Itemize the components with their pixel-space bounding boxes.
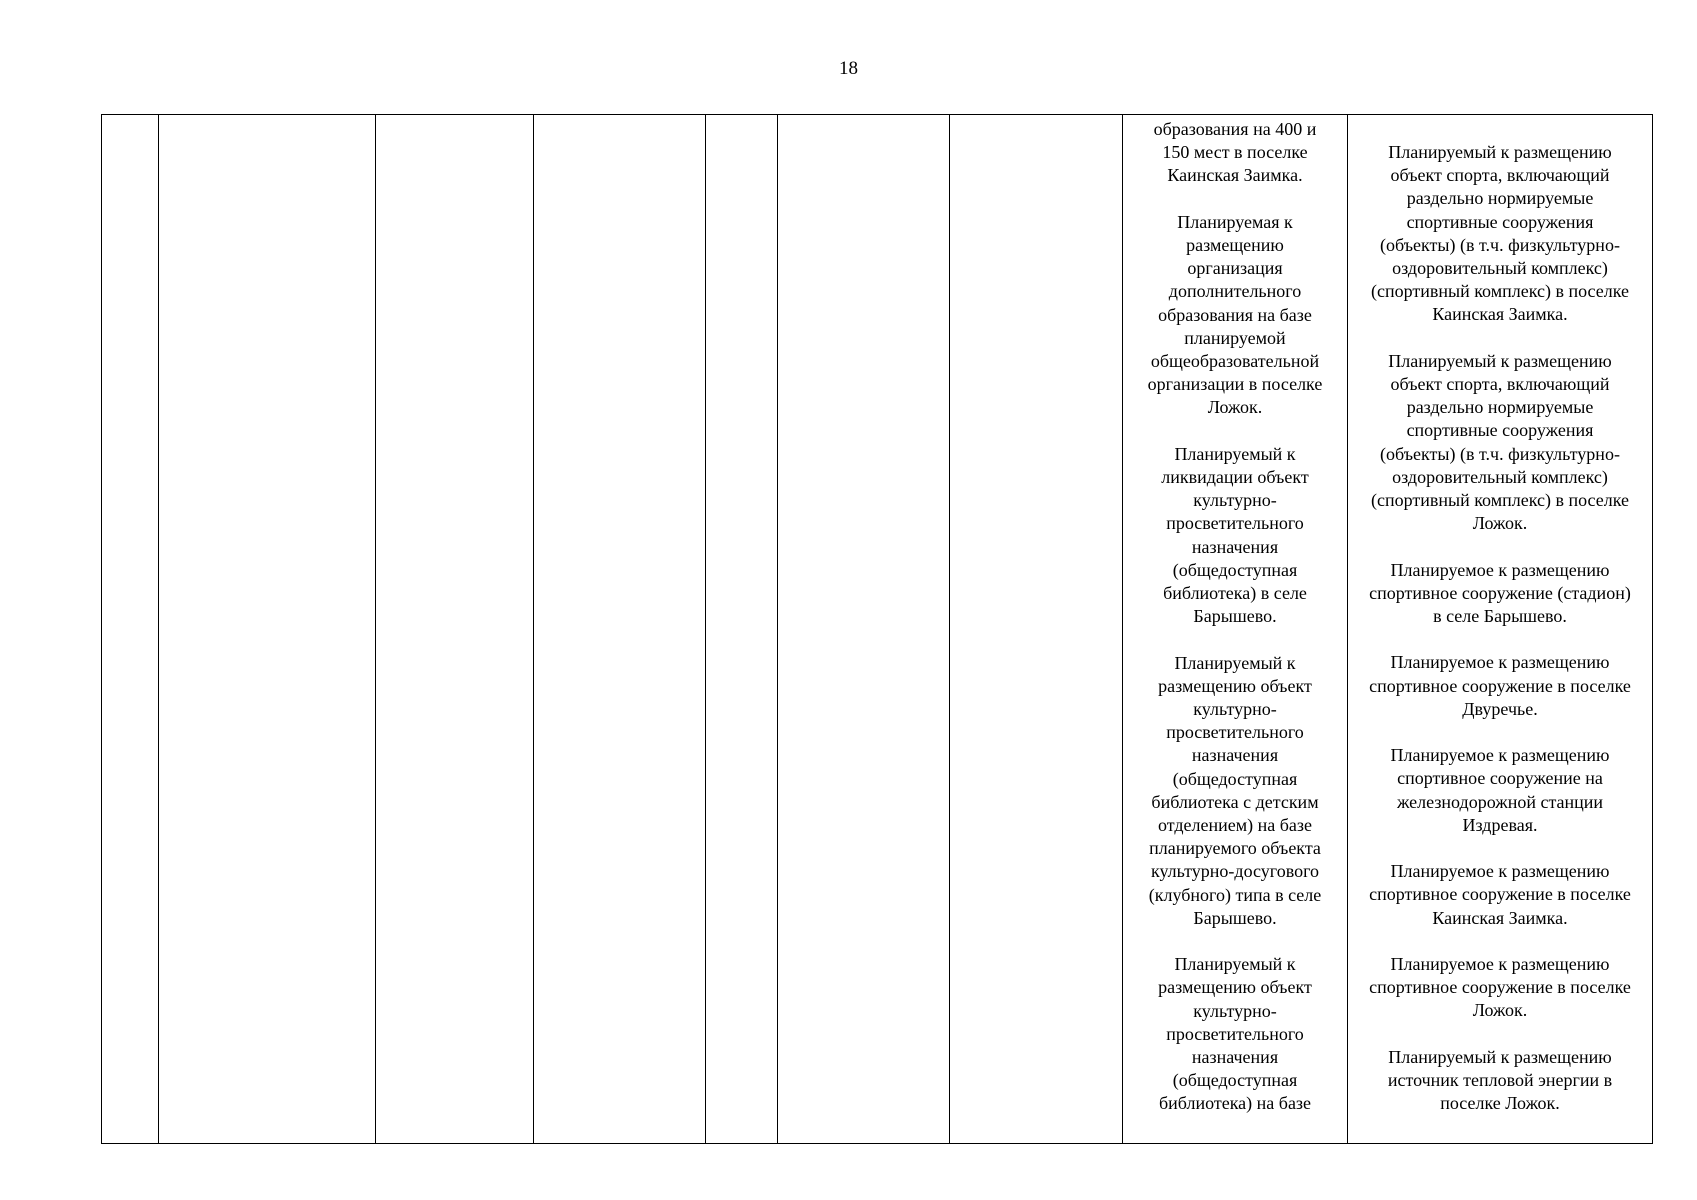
- cell-paragraph: Планируемое к размещению спортивное сооружение в поселке Двуречье.: [1369, 652, 1631, 719]
- table-cell-col-4: [534, 115, 706, 1144]
- table-cell-col-8: [1123, 115, 1348, 1144]
- cell-paragraph: Планируемый к размещению объект культурно- просветительного назначения (общедоступная библиотека) на базе: [1158, 954, 1312, 1114]
- cell-paragraph: Планируемый к размещению объект спорта, включающий раздельно нормируемые спортивные сооружения (объекты) (в т.ч. физкультурно- оздоровительный комплекс) (спортивный комплекс) в поселке Каинская Заимка.: [1370, 142, 1630, 325]
- table-cell-col-3: [376, 115, 534, 1144]
- cell-paragraph: Планируемый к размещению объект спорта, включающий раздельно нормируемые спортивные сооружения (объекты) (в т.ч. физкультурно- оздоровительный комплекс) (спортивный комплекс) в поселке Ложок.: [1370, 350, 1630, 534]
- cell-paragraph: Планируемая к размещению организация дополнительного образования на базе планируемой общеобразовательной организации в поселке Ложок.: [1147, 211, 1323, 418]
- cell-paragraph: образования на 400 и 150 мест в поселке Каинская Заимка.: [1153, 119, 1317, 186]
- table-cell-col-6: [778, 115, 950, 1144]
- table-cell-col-5: [706, 115, 778, 1144]
- cell-paragraph: Планируемый к размещению источник тепловой энергии в поселке Ложок.: [1387, 1046, 1613, 1114]
- table-cell-col-9: [1348, 115, 1653, 1144]
- table-cell-col-2: [159, 115, 376, 1144]
- cell-paragraph: Планируемое к размещению спортивное сооружение в поселке Ложок.: [1369, 954, 1631, 1021]
- cell-paragraph: Планируемое к размещению спортивное сооружение в поселке Каинская Заимка.: [1369, 861, 1631, 928]
- cell-paragraph: Планируемое к размещению спортивное сооружение (стадион) в селе Барышево.: [1369, 559, 1631, 627]
- cell-paragraph: Планируемый к ликвидации объект культурно- просветительного назначения (общедоступная библиотека) в селе Барышево.: [1161, 443, 1309, 627]
- table-row: [102, 115, 1653, 1144]
- document-table: [101, 114, 1653, 1144]
- page-number: 18: [839, 58, 858, 79]
- cell-paragraph: Планируемое к размещению спортивное сооружение на железнодорожной станции Издревая.: [1390, 745, 1610, 835]
- table-cell-col-7: [950, 115, 1123, 1144]
- cell-paragraph: Планируемый к размещению объект культурно- просветительного назначения (общедоступная библиотека с детским отделением) на базе планируемого объекта культурно-досугового (клубного) типа в селе Барышево.: [1148, 652, 1322, 928]
- table-cell-col-1: [102, 115, 159, 1144]
